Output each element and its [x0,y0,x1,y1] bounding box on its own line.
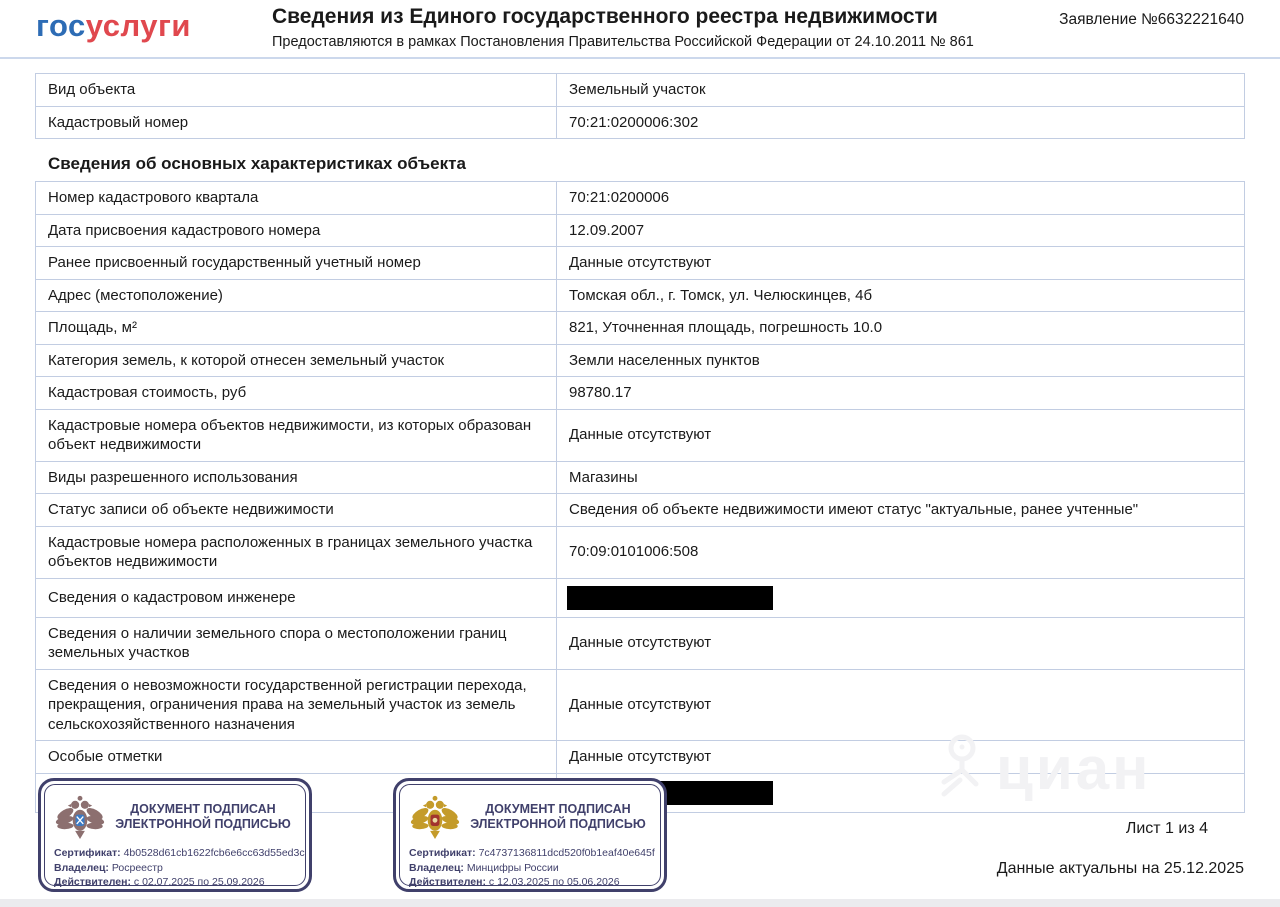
cian-watermark [932,732,1151,804]
row-value: 70:09:0101006:508 [557,526,1245,578]
row-label: Номер кадастрового квартала [36,182,557,215]
certificate-value: 7c4737136811dcd520f0b1eaf40e645f [478,847,655,859]
row-label: Площадь, м² [36,312,557,345]
row-value: 70:21:0200006:302 [557,106,1245,139]
page-bottom-edge [0,899,1280,907]
certificate-label: Сертификат: [409,847,476,859]
object-details-table [35,181,1245,813]
redaction-box [567,586,773,610]
stamp-certificate-line [54,846,305,861]
gosuslugi-logo [36,8,191,44]
stamp-details [409,846,655,890]
table-row [36,617,1245,669]
row-value [557,578,1245,617]
row-label: Сведения о кадастровом инженере [36,578,557,617]
header-text-block [272,5,974,50]
page-subtitle: Предоставляются в рамках Постановления Правительства Российской Федерации от 24.10.2011 № 861 [272,34,974,51]
row-value: Магазины [557,461,1245,494]
russia-coat-of-arms-icon [409,791,461,843]
table-row [36,106,1245,139]
row-label: Категория земель, к которой отнесен земельный участок [36,344,557,377]
signature-stamp-rosreestr [38,778,312,892]
table-row [36,409,1245,461]
row-value: Данные отсутствуют [557,409,1245,461]
table-row [36,526,1245,578]
row-label: Виды разрешенного использования [36,461,557,494]
table-row [36,461,1245,494]
stamp-validity-line [54,875,296,890]
document-body [0,57,1280,813]
row-value: Данные отсутствуют [557,741,1245,774]
signature-stamp-inner [44,784,306,889]
table-row [36,377,1245,410]
data-actuality-date: Данные актуальны на 25.12.2025 [996,860,1244,877]
owner-label: Владелец: [409,861,464,874]
validity-label: Действителен: [54,876,131,889]
row-label: Ранее присвоенный государственный учетный номер [36,247,557,280]
row-value: Сведения об объекте недвижимости имеют статус "актуальные, ранее учтенные" [557,494,1245,527]
table-row [36,494,1245,527]
cian-pin-person-icon [932,732,988,804]
row-value: Земельный участок [557,74,1245,107]
rosreestr-emblem-icon [54,791,106,843]
row-label: Статус записи об объекте недвижимости [36,494,557,527]
stamp-owner-line [54,861,296,876]
owner-value: Минцифры России [466,861,559,874]
row-label: Сведения о наличии земельного спора о местоположении границ земельных участков [36,617,557,669]
gosuslugi-logo-blue-part: гос [36,8,86,43]
stamp-title: ДОКУМЕНТ ПОДПИСАН ЭЛЕКТРОННОЙ ПОДПИСЬЮ [470,802,646,831]
table-row [36,312,1245,345]
row-value: 821, Уточненная площадь, погрешность 10.0 [557,312,1245,345]
validity-label: Действителен: [409,876,486,889]
owner-label: Владелец: [54,861,109,874]
section-title: Сведения об основных характеристиках объекта [48,154,466,173]
table-row [36,669,1245,741]
stamp-title: ДОКУМЕНТ ПОДПИСАН ЭЛЕКТРОННОЙ ПОДПИСЬЮ [115,802,291,831]
application-number: Заявление №6632221640 [1059,11,1244,28]
table-row [36,74,1245,107]
row-label: Особые отметки [36,741,557,774]
object-summary-table [35,73,1245,139]
row-value: Данные отсутствуют [557,669,1245,741]
row-value: 12.09.2007 [557,214,1245,247]
validity-value: с 02.07.2025 по 25.09.2026 [133,876,265,889]
page-title: Сведения из Единого государственного реестра недвижимости [272,5,938,28]
row-label: Кадастровая стоимость, руб [36,377,557,410]
row-value: 98780.17 [557,377,1245,410]
row-label: Кадастровый номер [36,106,557,139]
stamp-validity-line [409,875,651,890]
stamp-details [54,846,305,890]
table-row [36,279,1245,312]
row-value: Данные отсутствуют [557,247,1245,280]
row-value: Данные отсутствуют [557,617,1245,669]
row-label: Кадастровые номера объектов недвижимости, из которых образован объект недвижимости [36,409,557,461]
row-value: Земли населенных пунктов [557,344,1245,377]
stamp-owner-line [409,861,651,876]
owner-value: Росреестр [111,861,163,874]
page-number: Лист 1 из 4 [1125,820,1208,837]
gosuslugi-logo-red-part: услуги [85,8,191,43]
document-header [0,0,1280,57]
certificate-value: 4b0528d61cb1622fcb6e6cc63d55ed3c [123,847,305,859]
row-label: Кадастровые номера расположенных в границах земельного участка объектов недвижимости [36,526,557,578]
signature-stamp-inner [399,784,661,889]
header-divider [0,57,1280,59]
table-row [36,247,1245,280]
stamp-certificate-line [409,846,655,861]
row-label: Дата присвоения кадастрового номера [36,214,557,247]
row-label: Вид объекта [36,74,557,107]
watermark-text: циан [996,734,1152,802]
row-value: Томская обл., г. Томск, ул. Челюскинцев, 4б [557,279,1245,312]
table-row [36,344,1245,377]
table-row [36,578,1245,617]
table-row [36,214,1245,247]
validity-value: с 12.03.2025 по 05.06.2026 [488,876,620,889]
row-value: 70:21:0200006 [557,182,1245,215]
row-label: Адрес (местоположение) [36,279,557,312]
table-row [36,182,1245,215]
certificate-label: Сертификат: [54,847,121,859]
row-label: Сведения о невозможности государственной регистрации перехода, прекращения, ограничения права на земельный участок из земель сельскохозяйственного назначения [36,669,557,741]
signature-stamp-mintsifry [393,778,667,892]
